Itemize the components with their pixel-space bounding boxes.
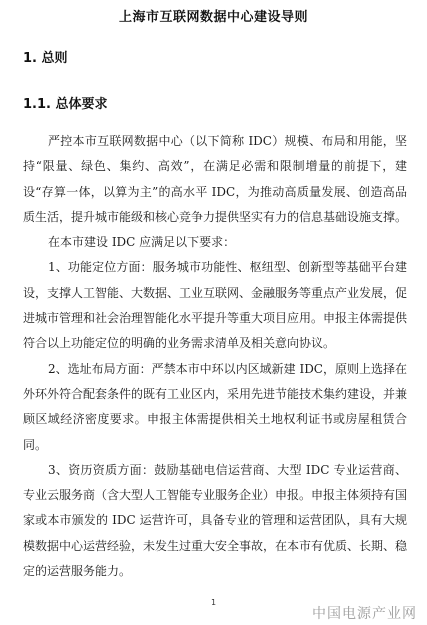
section-heading-overall-requirements: 1.1. 总体要求 [23, 97, 108, 112]
page-number: 1 [210, 598, 217, 607]
paragraph-site-layout: 2、选址布局方面：严禁本市中环以内区域新建 IDC，原则上选择在外环外符合配套条件的既有工业区内，采用先进节能技术集约建设，并兼顾区域经济密度要求。申报主体需提供相关土地权利证书或房屋租赁合同。 [23, 361, 408, 452]
watermark: 中国电源产业网 [312, 606, 417, 622]
paragraph-qualifications: 3、资历资质方面：鼓励基础电信运营商、大型 IDC 专业运营商、专业云服务商（含大型人工智能专业服务企业）申报。申报主体须持有国家或本市颁发的 IDC 运营许可，具备专业的管理和运营团队，具有大规模数据中心运营经验，未发生过重大安全事故，在本市有优质、长期、稳定的运营服务能力。 [23, 462, 408, 579]
document-title: 上海市互联网数据中心建设导则 [118, 10, 308, 25]
paragraph-functional-positioning: 1、功能定位方面：服务城市功能性、枢纽型、创新型等基础平台建设，支撑人工智能、大数据、工业互联网、金融服务等重点产业发展，促进城市管理和社会治理智能化水平提升等重大项目应用。申报主体需提供符合以上功能定位的明确的业务需求清单及相关意向协议。 [23, 260, 408, 351]
section-heading-general: 1. 总则 [23, 51, 68, 66]
paragraph-requirements-intro: 在本市建设 IDC 应满足以下要求： [48, 235, 236, 250]
document-body [23, 129, 407, 584]
paragraph-overview: 严控本市互联网数据中心（以下简称 IDC）规模、布局和用能，坚持“限量、绿色、集约、高效”，在满足必需和限制增量的前提下，建设“存算一体，以算为主”的高水平 IDC，为推动高质量发展、创造高品质生活，提升城市能级和核心竞争力提供坚实有力的信息基础设施支撑。 [23, 134, 408, 224]
